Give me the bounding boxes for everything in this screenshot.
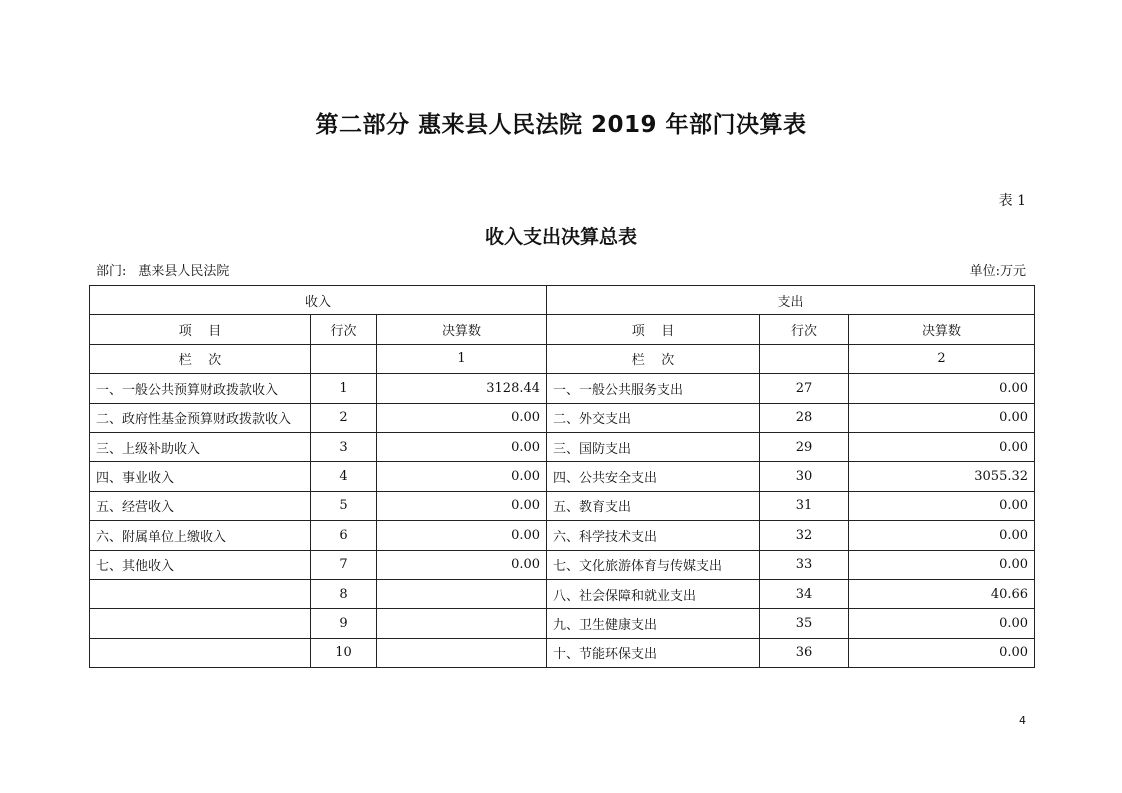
expense-item: 三、国防支出 <box>547 432 760 461</box>
income-amount <box>377 579 547 608</box>
income-amount: 0.00 <box>377 403 547 432</box>
income-line: 5 <box>311 491 377 520</box>
income-line: 6 <box>311 521 377 550</box>
income-line: 8 <box>311 579 377 608</box>
expense-line: 35 <box>760 609 849 638</box>
expense-header: 支出 <box>547 286 1035 315</box>
table-row <box>90 491 1035 520</box>
expense-line: 34 <box>760 579 849 608</box>
income-item: 五、经营收入 <box>90 491 311 520</box>
expense-item: 八、社会保障和就业支出 <box>547 579 760 608</box>
expense-item: 九、卫生健康支出 <box>547 609 760 638</box>
expense-line: 30 <box>760 462 849 491</box>
income-item: 三、上级补助收入 <box>90 432 311 461</box>
expense-line: 33 <box>760 550 849 579</box>
expense-line: 32 <box>760 521 849 550</box>
income-line: 4 <box>311 462 377 491</box>
table-number: 表 1 <box>998 193 1026 209</box>
income-item: 一、一般公共预算财政拨款收入 <box>90 374 311 403</box>
income-item <box>90 579 311 608</box>
lanci-expense-number: 2 <box>849 344 1035 373</box>
expense-amount: 0.00 <box>849 521 1035 550</box>
expense-amount: 0.00 <box>849 550 1035 579</box>
income-header: 收入 <box>90 286 547 315</box>
lanci-income-label-text: 栏 次 <box>178 353 222 369</box>
expense-item: 二、外交支出 <box>547 403 760 432</box>
income-amount: 0.00 <box>377 521 547 550</box>
income-item: 二、政府性基金预算财政拨款收入 <box>90 403 311 432</box>
lanci-expense-label <box>547 344 760 373</box>
income-item: 四、事业收入 <box>90 462 311 491</box>
income-line: 10 <box>311 638 377 667</box>
expense-amount: 0.00 <box>849 432 1035 461</box>
column-header-row <box>90 315 1035 344</box>
col-expense-item-label: 项 目 <box>631 324 675 340</box>
table-row <box>90 609 1035 638</box>
income-item: 六、附属单位上缴收入 <box>90 521 311 550</box>
income-line: 1 <box>311 374 377 403</box>
expense-line: 28 <box>760 403 849 432</box>
income-line: 2 <box>311 403 377 432</box>
table-row <box>90 374 1035 403</box>
col-income-line: 行次 <box>311 315 377 344</box>
expense-item: 十、节能环保支出 <box>547 638 760 667</box>
expense-amount: 0.00 <box>849 491 1035 520</box>
table-title: 收入支出决算总表 <box>484 226 637 248</box>
income-amount <box>377 638 547 667</box>
income-line: 3 <box>311 432 377 461</box>
expense-item: 四、公共安全支出 <box>547 462 760 491</box>
lanci-row <box>90 344 1035 373</box>
lanci-income-blank <box>311 344 377 373</box>
expense-item: 六、科学技术支出 <box>547 521 760 550</box>
income-item <box>90 638 311 667</box>
department-label: 部门: <box>96 264 127 279</box>
expense-item: 七、文化旅游体育与传媒支出 <box>547 550 760 579</box>
lanci-income-number: 1 <box>377 344 547 373</box>
department-info <box>96 260 229 279</box>
expense-line: 27 <box>760 374 849 403</box>
part-title: 第二部分 惠来县人民法院 2019 年部门决算表 <box>315 112 807 138</box>
expense-amount: 0.00 <box>849 374 1035 403</box>
lanci-income-label <box>90 344 311 373</box>
page-number: 4 <box>1019 714 1026 727</box>
income-amount: 0.00 <box>377 550 547 579</box>
expense-line: 29 <box>760 432 849 461</box>
lanci-expense-label-text: 栏 次 <box>631 353 675 369</box>
table-row <box>90 579 1035 608</box>
expense-amount: 40.66 <box>849 579 1035 608</box>
table-row <box>90 462 1035 491</box>
table-row <box>90 432 1035 461</box>
expense-amount: 0.00 <box>849 638 1035 667</box>
expense-amount: 0.00 <box>849 609 1035 638</box>
income-line: 9 <box>311 609 377 638</box>
table-row <box>90 638 1035 667</box>
income-amount: 3128.44 <box>377 374 547 403</box>
income-amount: 0.00 <box>377 432 547 461</box>
table-row <box>90 521 1035 550</box>
expense-line: 36 <box>760 638 849 667</box>
expense-line: 31 <box>760 491 849 520</box>
lanci-expense-blank <box>760 344 849 373</box>
section-header-row <box>90 286 1035 315</box>
expense-amount: 0.00 <box>849 403 1035 432</box>
unit-label: 单位:万元 <box>969 264 1026 279</box>
expense-amount: 3055.32 <box>849 462 1035 491</box>
income-amount <box>377 609 547 638</box>
col-expense-item <box>547 315 760 344</box>
income-item <box>90 609 311 638</box>
expense-item: 五、教育支出 <box>547 491 760 520</box>
income-amount: 0.00 <box>377 462 547 491</box>
table-row <box>90 403 1035 432</box>
col-expense-amount: 决算数 <box>849 315 1035 344</box>
col-expense-line: 行次 <box>760 315 849 344</box>
table-row <box>90 550 1035 579</box>
income-line: 7 <box>311 550 377 579</box>
department-name: 惠来县人民法院 <box>138 264 230 279</box>
col-income-amount: 决算数 <box>377 315 547 344</box>
expense-item: 一、一般公共服务支出 <box>547 374 760 403</box>
income-expense-table <box>89 285 1035 668</box>
income-amount: 0.00 <box>377 491 547 520</box>
col-income-item <box>90 315 311 344</box>
col-income-item-label: 项 目 <box>178 324 222 340</box>
income-item: 七、其他收入 <box>90 550 311 579</box>
